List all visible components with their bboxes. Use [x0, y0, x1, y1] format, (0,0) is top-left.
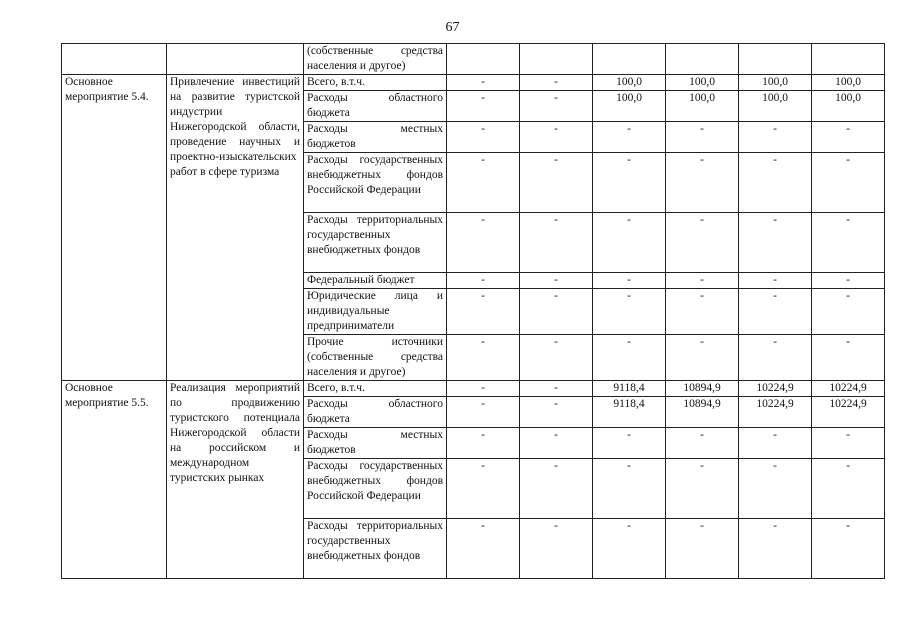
value-cell: - [739, 273, 812, 289]
value-cell [593, 44, 666, 75]
source-cell: Юридические лица и индивидуальные предприниматели [304, 289, 447, 335]
value-cell: 10224,9 [739, 397, 812, 428]
value-cell: - [447, 428, 520, 459]
value-cell: - [739, 213, 812, 273]
source-cell: (собственные средства населения и другое) [304, 44, 447, 75]
value-cell: - [812, 122, 885, 153]
value-cell: 10894,9 [666, 381, 739, 397]
value-cell: 100,0 [812, 75, 885, 91]
value-cell [666, 44, 739, 75]
value-cell: - [520, 273, 593, 289]
value-cell: 9118,4 [593, 397, 666, 428]
event-cell: Основное мероприятие 5.5. [62, 381, 167, 579]
table-row [62, 44, 885, 75]
value-cell: 10224,9 [812, 397, 885, 428]
value-cell: 100,0 [739, 75, 812, 91]
value-cell: - [520, 91, 593, 122]
value-cell: - [447, 397, 520, 428]
value-cell: - [812, 273, 885, 289]
value-cell: - [739, 459, 812, 519]
description-cell: Реализация мероприятий по продвижению туристского потенциала Нижегородской области на российском и международном туристских рынках [167, 381, 304, 579]
value-cell: - [447, 273, 520, 289]
value-cell: - [447, 153, 520, 213]
value-cell: - [520, 519, 593, 579]
value-cell: - [447, 213, 520, 273]
page-number: 67 [445, 20, 460, 35]
value-cell: - [812, 153, 885, 213]
value-cell: - [447, 381, 520, 397]
value-cell: - [666, 428, 739, 459]
funding-table [61, 43, 885, 579]
value-cell: - [447, 335, 520, 381]
source-cell: Расходы местных бюджетов [304, 122, 447, 153]
value-cell: - [593, 122, 666, 153]
source-cell: Расходы государственных внебюджетных фондов Российской Федерации [304, 459, 447, 519]
value-cell: - [739, 122, 812, 153]
value-cell: - [666, 459, 739, 519]
source-cell: Расходы областного бюджета [304, 397, 447, 428]
value-cell: - [593, 519, 666, 579]
value-cell: - [447, 459, 520, 519]
table-row [62, 381, 885, 397]
value-cell: - [520, 153, 593, 213]
value-cell [520, 44, 593, 75]
source-cell: Расходы территориальных государственных внебюджетных фондов [304, 213, 447, 273]
value-cell [739, 44, 812, 75]
value-cell: - [593, 273, 666, 289]
value-cell: 100,0 [593, 91, 666, 122]
value-cell: - [812, 519, 885, 579]
value-cell: - [812, 213, 885, 273]
source-cell: Прочие источники (собственные средства населения и другое) [304, 335, 447, 381]
value-cell: - [739, 519, 812, 579]
value-cell: - [520, 397, 593, 428]
value-cell: - [520, 289, 593, 335]
value-cell: - [520, 122, 593, 153]
value-cell: - [666, 335, 739, 381]
value-cell: 10224,9 [812, 381, 885, 397]
value-cell: - [812, 459, 885, 519]
value-cell: - [593, 428, 666, 459]
value-cell: - [666, 153, 739, 213]
value-cell [812, 44, 885, 75]
value-cell: - [593, 289, 666, 335]
value-cell: 100,0 [739, 91, 812, 122]
value-cell: 100,0 [593, 75, 666, 91]
value-cell: - [666, 213, 739, 273]
value-cell: - [447, 122, 520, 153]
value-cell: - [812, 335, 885, 381]
source-cell: Расходы областного бюджета [304, 91, 447, 122]
value-cell: 100,0 [666, 91, 739, 122]
value-cell: 100,0 [812, 91, 885, 122]
value-cell: - [447, 91, 520, 122]
value-cell: 100,0 [666, 75, 739, 91]
description-cell: Привлечение инвестиций на развитие туристской индустрии Нижегородской области, проведение научных и проектно-изыскательских работ в сфере туризма [167, 75, 304, 381]
value-cell: - [739, 335, 812, 381]
value-cell: - [593, 335, 666, 381]
value-cell: - [520, 428, 593, 459]
value-cell: - [593, 153, 666, 213]
value-cell: - [520, 459, 593, 519]
source-cell: Расходы территориальных государственных внебюджетных фондов [304, 519, 447, 579]
value-cell: - [520, 213, 593, 273]
value-cell: - [520, 381, 593, 397]
value-cell: - [447, 75, 520, 91]
value-cell: - [593, 213, 666, 273]
source-cell: Федеральный бюджет [304, 273, 447, 289]
value-cell: 10224,9 [739, 381, 812, 397]
value-cell: - [520, 335, 593, 381]
source-cell: Всего, в.т.ч. [304, 75, 447, 91]
value-cell: - [666, 519, 739, 579]
event-cell [62, 44, 167, 75]
event-cell: Основное мероприятие 5.4. [62, 75, 167, 381]
value-cell: - [593, 459, 666, 519]
table-row [62, 75, 885, 91]
value-cell: - [812, 428, 885, 459]
value-cell: - [812, 289, 885, 335]
value-cell: - [666, 273, 739, 289]
value-cell: - [666, 289, 739, 335]
value-cell: - [447, 519, 520, 579]
value-cell: - [520, 75, 593, 91]
value-cell: - [739, 289, 812, 335]
value-cell: - [739, 153, 812, 213]
value-cell [447, 44, 520, 75]
source-cell: Расходы государственных внебюджетных фондов Российской Федерации [304, 153, 447, 213]
value-cell: - [666, 122, 739, 153]
value-cell: 9118,4 [593, 381, 666, 397]
source-cell: Расходы местных бюджетов [304, 428, 447, 459]
value-cell: - [447, 289, 520, 335]
value-cell: 10894,9 [666, 397, 739, 428]
source-cell: Всего, в.т.ч. [304, 381, 447, 397]
value-cell: - [739, 428, 812, 459]
description-cell [167, 44, 304, 75]
